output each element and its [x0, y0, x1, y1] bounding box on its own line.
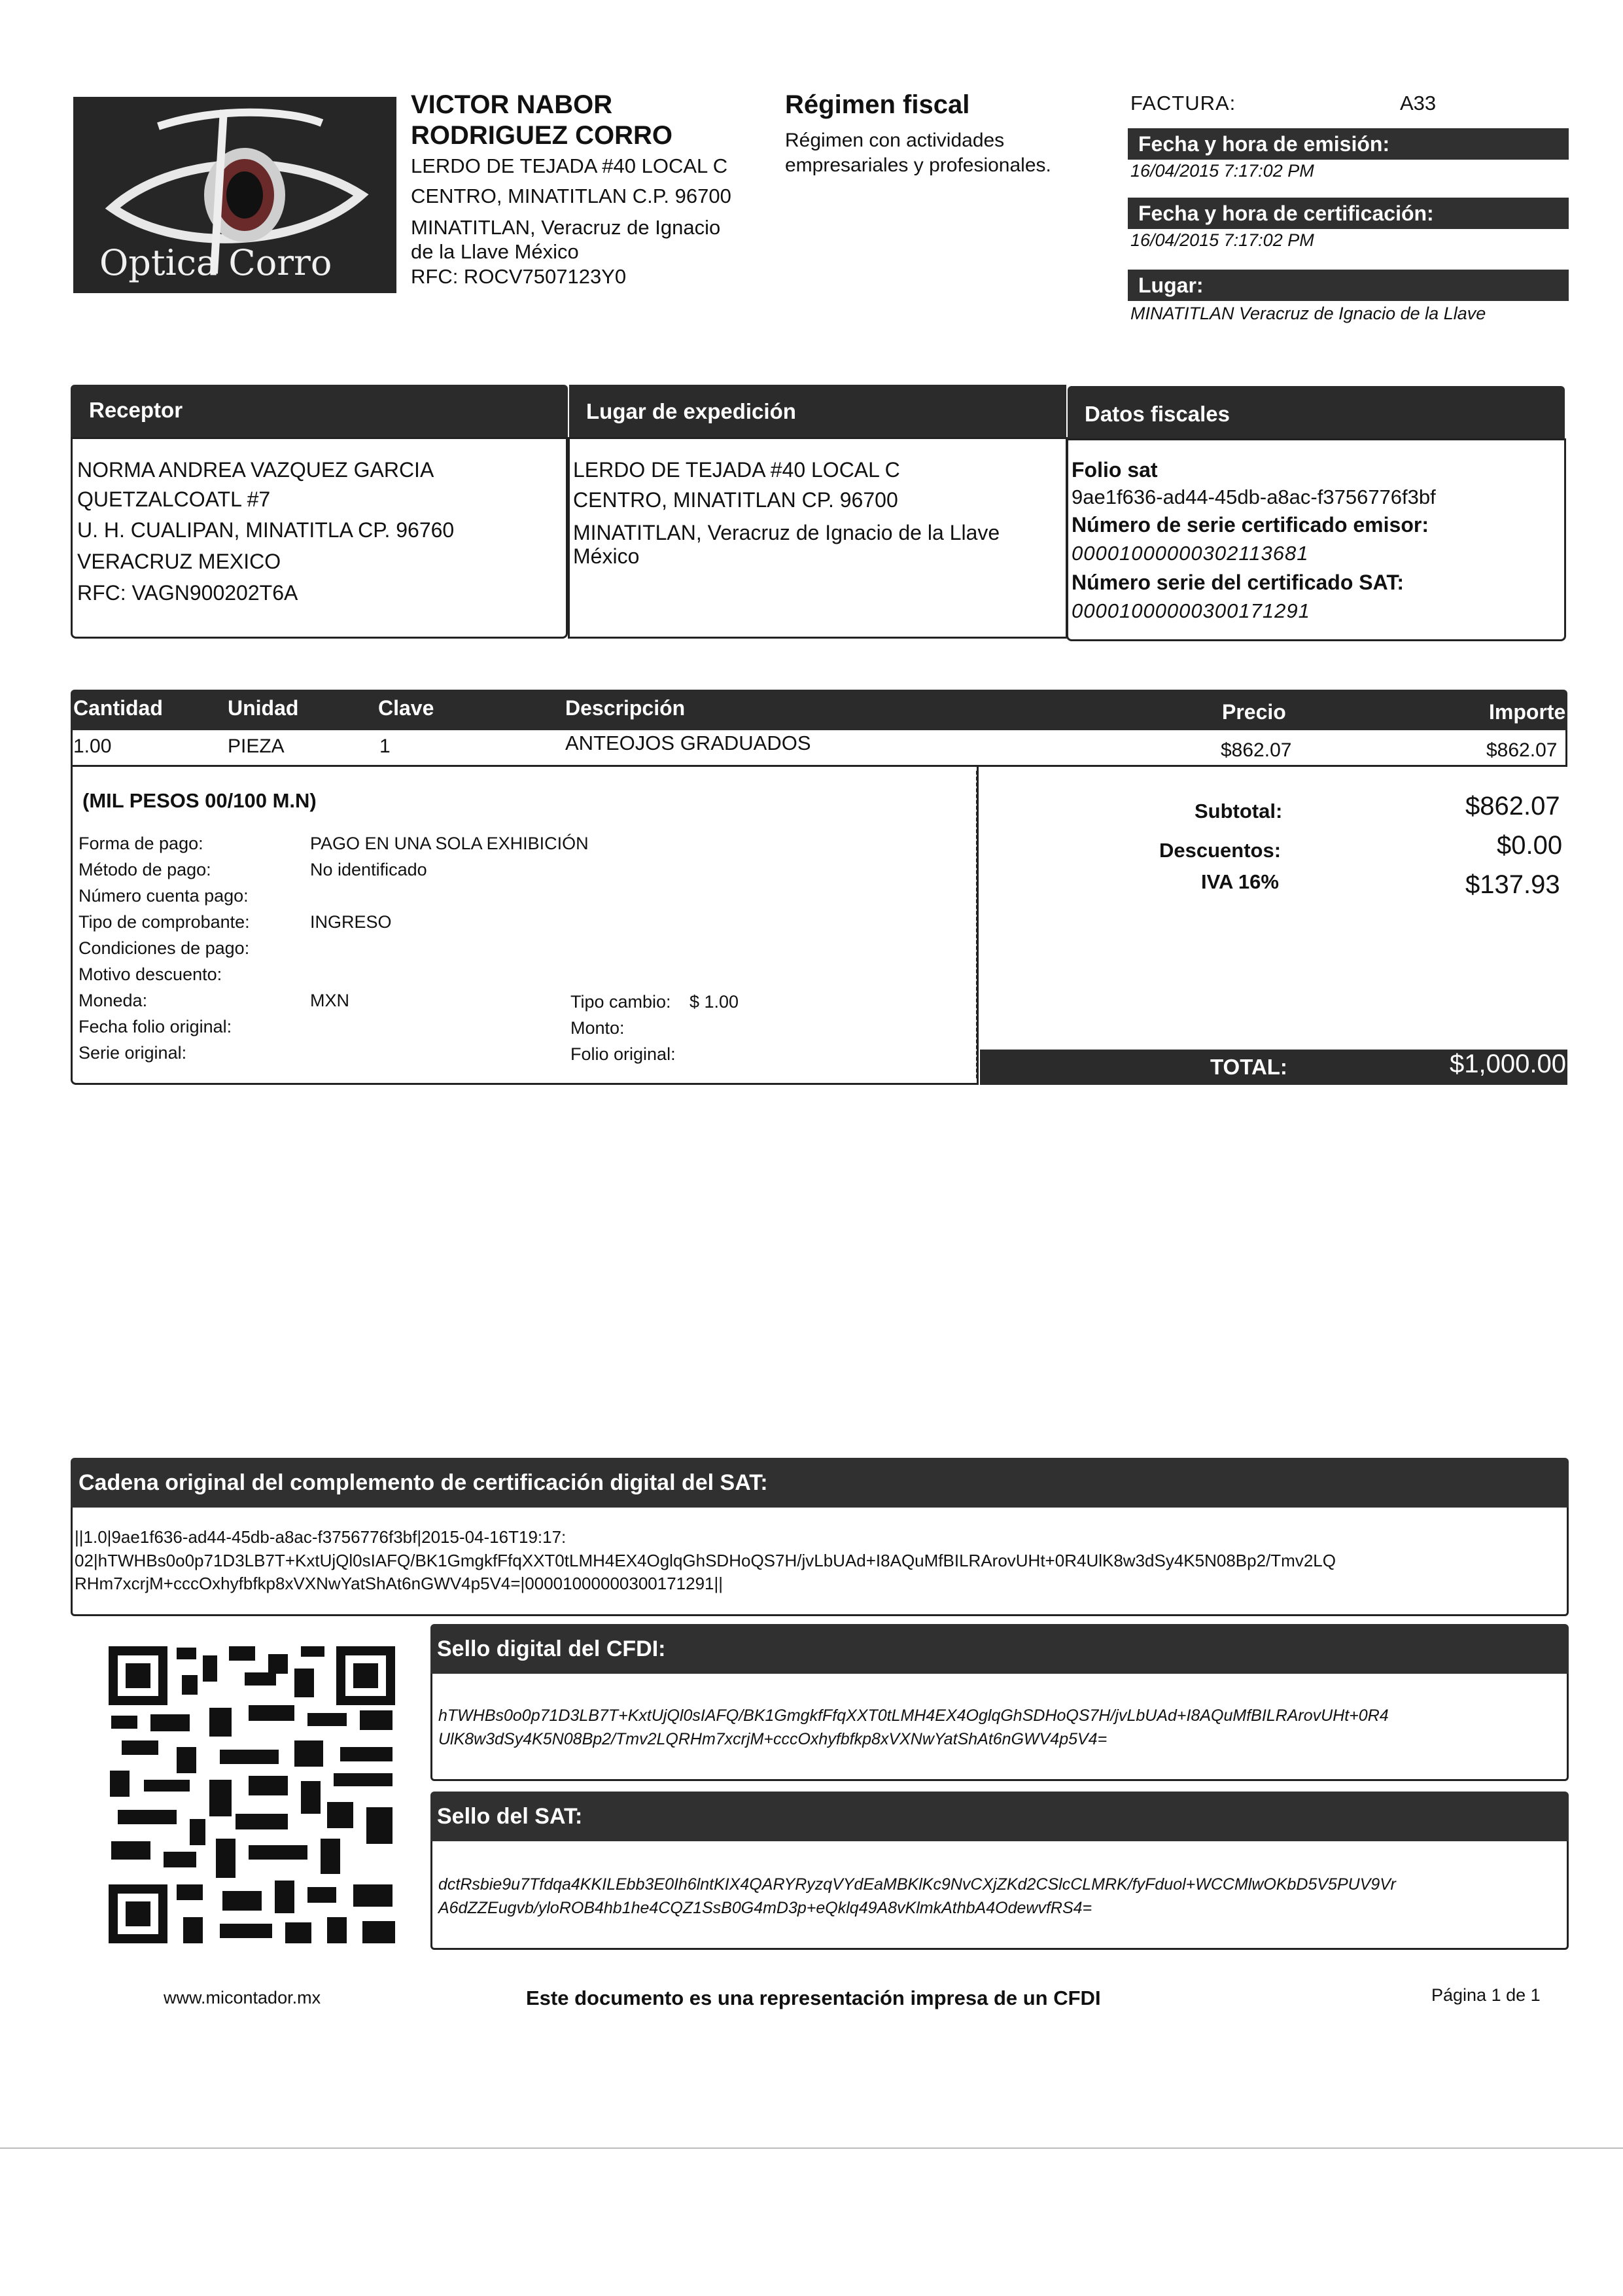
- row-importe: $862.07: [1486, 739, 1558, 761]
- emision-value: 16/04/2015 7:17:02 PM: [1130, 161, 1314, 181]
- expedicion-header-label: Lugar de expedición: [586, 399, 796, 423]
- company-logo: [73, 97, 396, 293]
- lugar-label: Lugar:: [1128, 270, 1569, 301]
- tipo-comprobante-label: Tipo de comprobante:: [79, 912, 250, 932]
- issuer-address-2: CENTRO, MINATITLAN C.P. 96700: [411, 185, 731, 207]
- certificacion-value: 16/04/2015 7:17:02 PM: [1130, 230, 1314, 250]
- sello-cfdi-box: [430, 1674, 1569, 1781]
- row-unidad: PIEZA: [228, 735, 285, 757]
- row-descripcion: ANTEOJOS GRADUADOS: [565, 732, 811, 754]
- metodo-pago-value: No identificado: [310, 860, 427, 879]
- row-cantidad: 1.00: [73, 735, 112, 757]
- forma-pago-label: Forma de pago:: [79, 834, 203, 853]
- col-importe: Importe: [1489, 700, 1566, 724]
- iva-label: IVA 16%: [1201, 870, 1279, 893]
- regimen-line2: empresariales y profesionales.: [785, 154, 1051, 176]
- page-bottom-divider: [0, 2147, 1623, 2149]
- motivo-label: Motivo descuento:: [79, 964, 222, 984]
- tipo-comprobante-value: INGRESO: [310, 912, 392, 932]
- col-clave: Clave: [378, 696, 434, 720]
- tipo-cambio-value: $ 1.00: [689, 992, 739, 1012]
- certificacion-label: Fecha y hora de certificación:: [1128, 198, 1569, 229]
- receptor-header-label: Receptor: [89, 398, 183, 422]
- folio-original-label: Folio original:: [570, 1044, 676, 1064]
- regimen-line1: Régimen con actividades: [785, 130, 1005, 151]
- forma-pago-value: PAGO EN UNA SOLA EXHIBICIÓN: [310, 834, 589, 853]
- total-label: TOTAL:: [1210, 1055, 1287, 1079]
- issuer-name-line1: VICTOR NABOR: [411, 90, 613, 119]
- cuenta-pago-label: Número cuenta pago:: [79, 886, 249, 906]
- subtotal-value: $862.07: [1465, 792, 1560, 821]
- sello-cfdi-header: Sello digital del CFDI:: [430, 1624, 1569, 1674]
- cadena-line2: 02|hTWHBs0o0p71D3LB7T+KxtUjQl0sIAFQ/BK1GmgkfFfqXXT0tLMH4EX4OglqGhSDHoQS7H/jvLbUAd+I8AQuMfBILRArovUHt+0R4UlK8w3dSy4K5N08Bp2/Tmv2LQ: [75, 1551, 1336, 1570]
- fecha-folio-label: Fecha folio original:: [79, 1017, 232, 1036]
- receptor-header: [71, 385, 568, 437]
- issuer-address-1: LERDO DE TEJADA #40 LOCAL C: [411, 154, 728, 177]
- subtotal-label: Subtotal:: [1195, 800, 1283, 822]
- sello-sat-line2: A6dZZEugvb/yloROB4hb1he4CQZ1SsB0G4mD3p+eQklq49A8vKlmkAthbA4OdewvfRS4=: [438, 1899, 1092, 1917]
- col-unidad: Unidad: [228, 696, 299, 720]
- sello-sat-header: Sello del SAT:: [430, 1792, 1569, 1841]
- cadena-line3: RHm7xcrjM+cccOxhyfbfkp8xVXNwYatShAt6nGWV4p5V4=|00001000000300171291||: [75, 1574, 724, 1593]
- descuentos-value: $0.00: [1497, 831, 1563, 860]
- serie-original-label: Serie original:: [79, 1043, 187, 1063]
- iva-value: $137.93: [1465, 870, 1560, 899]
- cadena-header: Cadena original del complemento de certificación digital del SAT:: [71, 1458, 1569, 1508]
- receptor-line1: NORMA ANDREA VAZQUEZ GARCIA: [77, 458, 434, 482]
- expedicion-line2: CENTRO, MINATITLAN CP. 96700: [573, 488, 898, 512]
- issuer-address-4: de la Llave México: [411, 240, 579, 263]
- moneda-value: MXN: [310, 991, 349, 1010]
- factura-number: A33: [1400, 92, 1437, 115]
- sello-cfdi-line2: UlK8w3dSy4K5N08Bp2/Tmv2LQRHm7xcrjM+cccOxhyfbfkp8xVXNwYatShAt6nGWV4p5V4=: [438, 1730, 1108, 1748]
- fiscales-header-label: Datos fiscales: [1085, 402, 1230, 426]
- receptor-rfc: RFC: VAGN900202T6A: [77, 581, 298, 605]
- footer-website: www.micontador.mx: [164, 1988, 321, 2007]
- col-cantidad: Cantidad: [73, 696, 163, 720]
- issuer-rfc: RFC: ROCV7507123Y0: [411, 265, 627, 288]
- sello-sat-line1: dctRsbie9u7Tfdqa4KKILEbb3E0Ih6lntKIX4QARYRyzqVYdEaMBKlKc9NvCXjZKd2CSlcCLMRK/fyFduol+WCCMlwOKbD5V5PUV9Vr: [438, 1875, 1396, 1894]
- descuentos-label: Descuentos:: [1159, 839, 1282, 862]
- fiscales-header: [1068, 386, 1565, 438]
- qr-code-icon: [105, 1642, 399, 1947]
- table-row: [71, 730, 1567, 767]
- moneda-label: Moneda:: [79, 991, 148, 1010]
- footer-note: Este documento es una representación impresa de un CFDI: [526, 1987, 1101, 2009]
- serie-sat-label: Número serie del certificado SAT:: [1072, 571, 1404, 594]
- condiciones-label: Condiciones de pago:: [79, 938, 250, 958]
- emision-label: Fecha y hora de emisión:: [1128, 128, 1569, 160]
- total-value: $1,000.00: [1450, 1050, 1566, 1078]
- expedicion-line4: México: [573, 544, 640, 568]
- col-precio: Precio: [1222, 700, 1286, 724]
- monto-label: Monto:: [570, 1018, 625, 1038]
- folio-sat-value: 9ae1f636-ad44-45db-a8ac-f3756776f3bf: [1072, 486, 1436, 508]
- cadena-line1: ||1.0|9ae1f636-ad44-45db-a8ac-f3756776f3bf|2015-04-16T19:17:: [75, 1527, 567, 1547]
- logo-text: Optica Corro: [99, 242, 332, 283]
- qr-code: [105, 1642, 399, 1947]
- issuer-address-3: MINATITLAN, Veracruz de Ignacio: [411, 216, 721, 239]
- serie-emisor-value: 00001000000302113681: [1072, 542, 1309, 565]
- col-descripcion: Descripción: [565, 696, 686, 720]
- details-divider: [976, 771, 978, 1078]
- sello-cfdi-line1: hTWHBs0o0p71D3LB7T+KxtUjQl0sIAFQ/BK1GmgkfFfqXXT0tLMH4EX4OglqGhSDHoQS7H/jvLbUAd+I8AQuMfBILRArovUHt+0R4: [438, 1706, 1389, 1725]
- factura-label: FACTURA:: [1130, 92, 1236, 115]
- receptor-line3: U. H. CUALIPAN, MINATITLA CP. 96760: [77, 518, 455, 542]
- amount-words: (MIL PESOS 00/100 M.N): [82, 789, 317, 812]
- sello-sat-box: [430, 1841, 1569, 1950]
- folio-sat-label: Folio sat: [1072, 458, 1158, 482]
- row-precio: $862.07: [1221, 739, 1292, 761]
- metodo-pago-label: Método de pago:: [79, 860, 211, 879]
- issuer-name-line2: RODRIGUEZ CORRO: [411, 121, 672, 150]
- lugar-value: MINATITLAN Veracruz de Ignacio de la Llave: [1130, 304, 1486, 323]
- tipo-cambio-label: Tipo cambio:: [570, 992, 671, 1012]
- expedicion-header: [569, 385, 1066, 437]
- receptor-line2: QUETZALCOATL #7: [77, 487, 271, 511]
- footer-page: Página 1 de 1: [1431, 1985, 1541, 2005]
- expedicion-line3: MINATITLAN, Veracruz de Ignacio de la Llave: [573, 521, 1000, 544]
- row-clave: 1: [379, 735, 391, 757]
- receptor-line4: VERACRUZ MEXICO: [77, 550, 281, 573]
- serie-sat-value: 00001000000300171291: [1072, 599, 1310, 622]
- expedicion-line1: LERDO DE TEJADA #40 LOCAL C: [573, 458, 900, 482]
- regimen-title: Régimen fiscal: [785, 90, 970, 119]
- serie-emisor-label: Número de serie certificado emisor:: [1072, 513, 1429, 537]
